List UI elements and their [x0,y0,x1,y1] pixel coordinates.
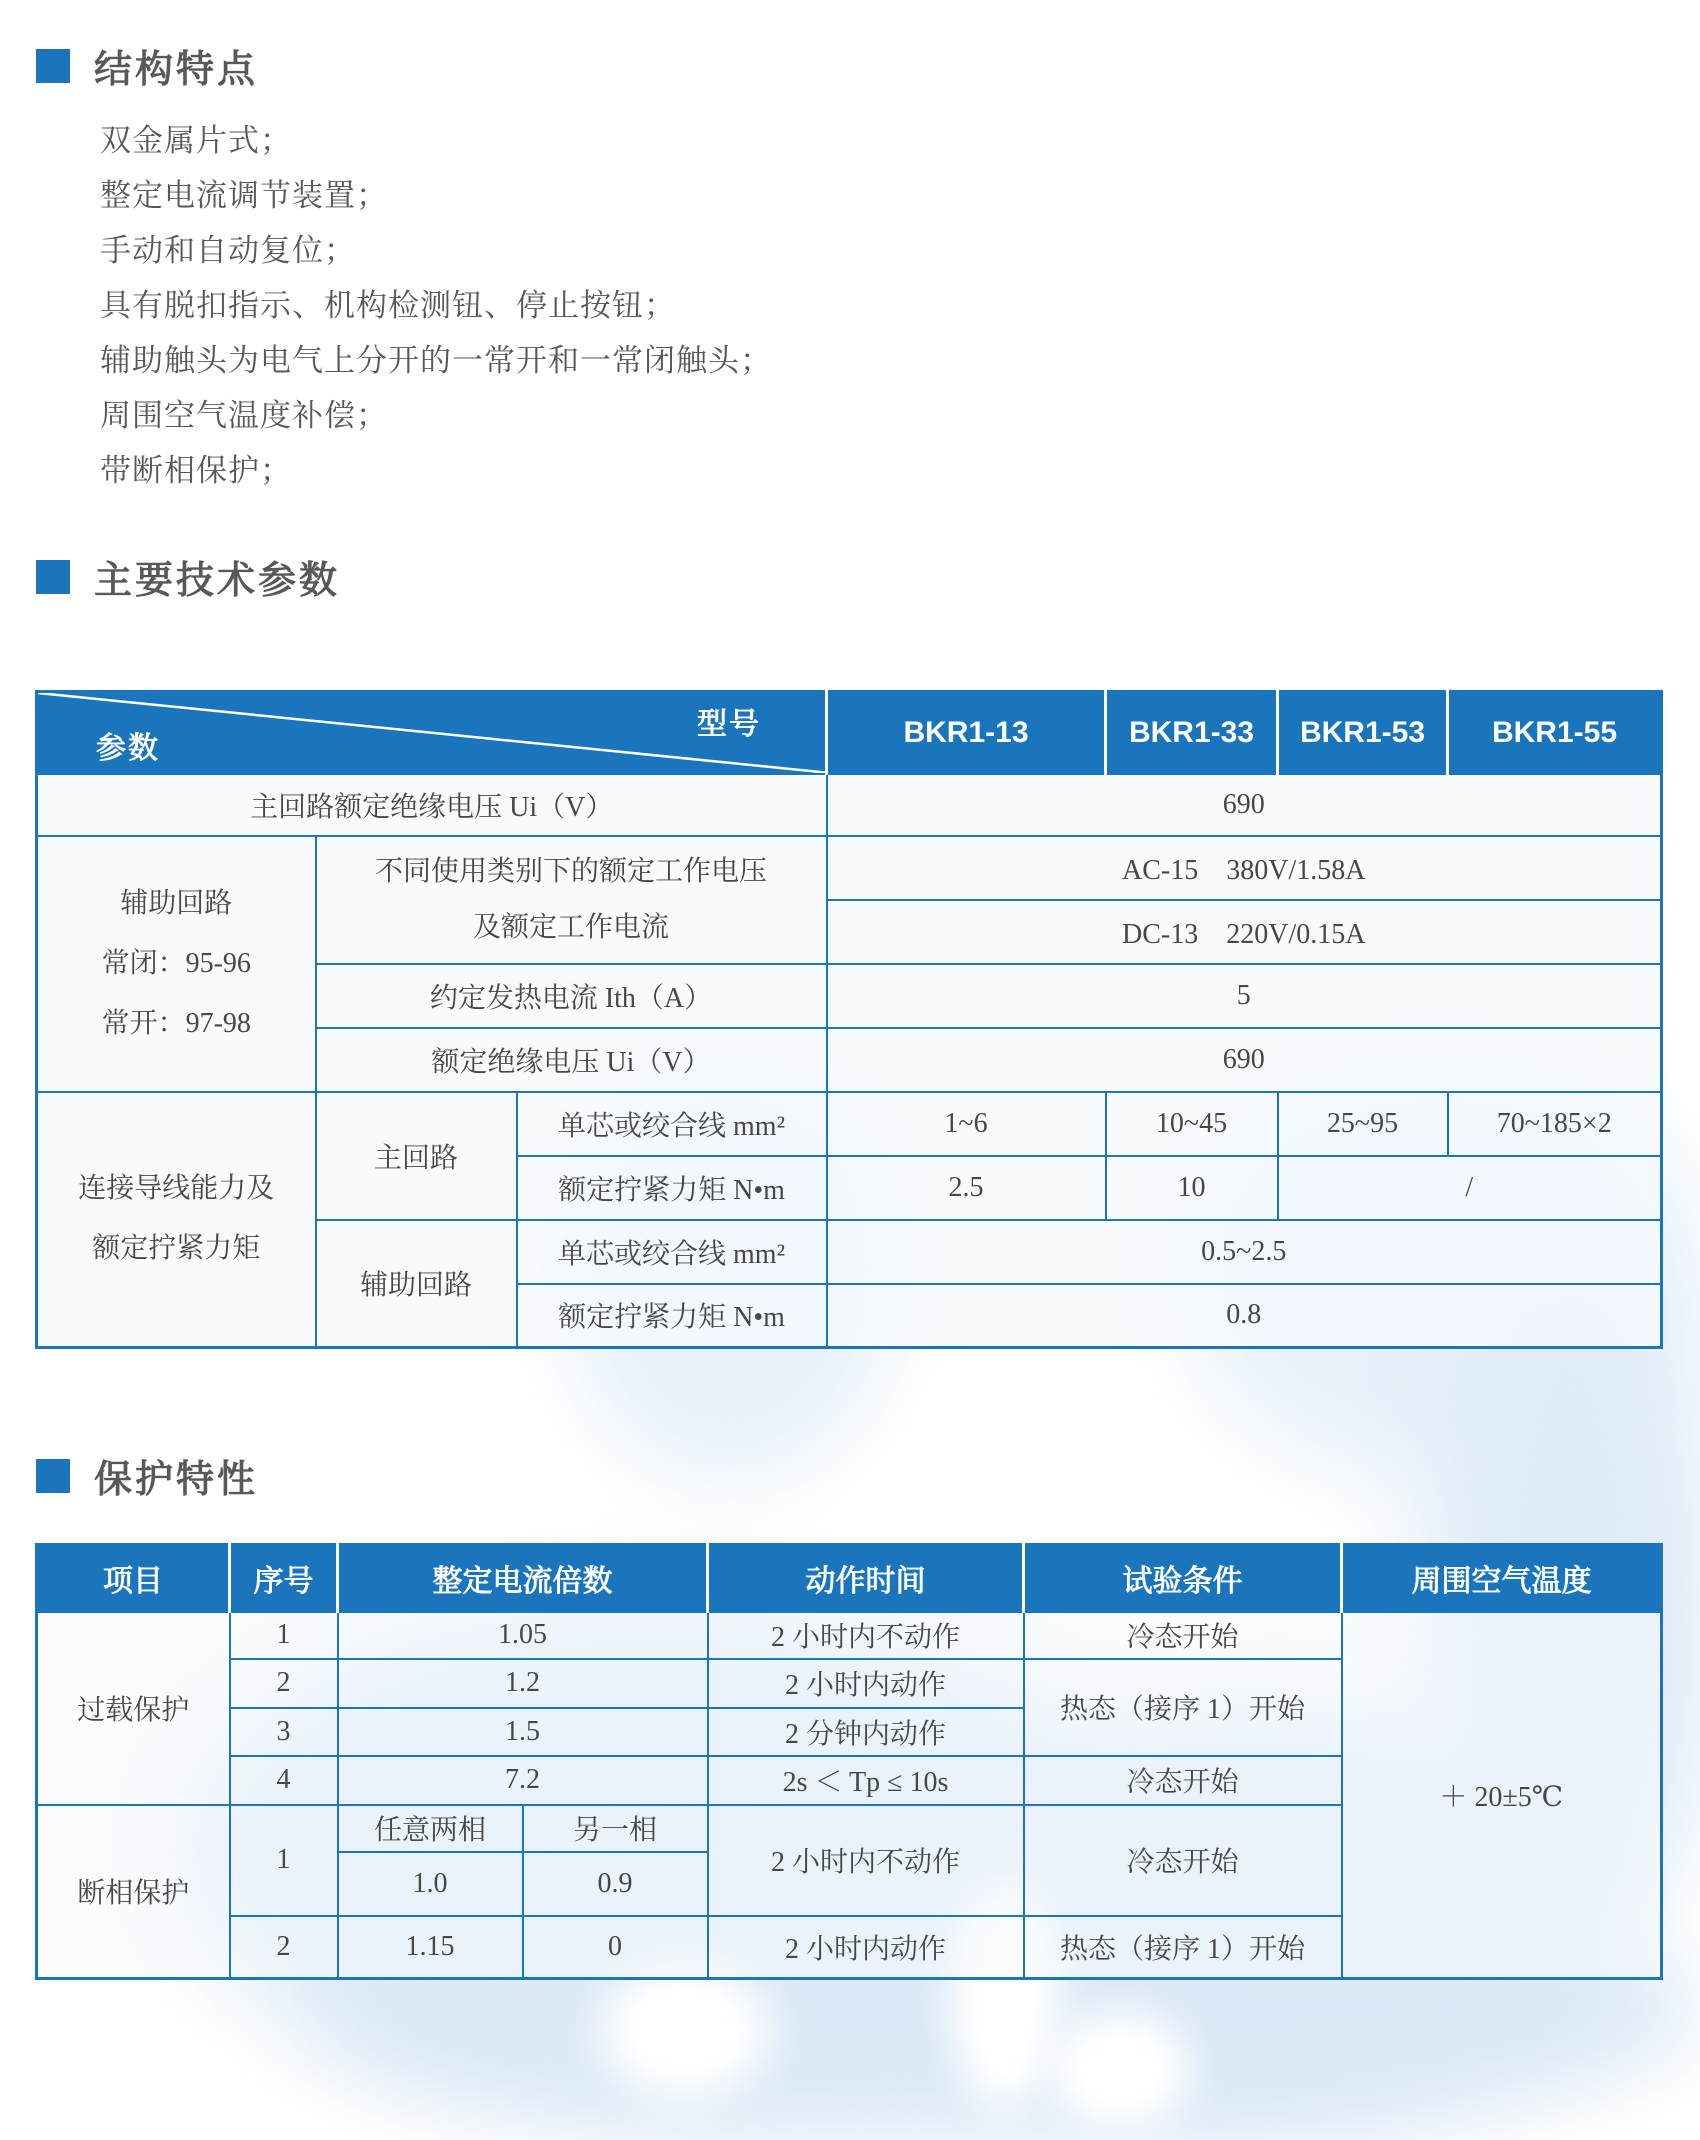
column-header: 项目 [37,1545,230,1612]
phase-col-a-cell: 1.0 [338,1852,523,1916]
torque-label-cell: 额定拧紧力矩 N•m [517,1156,827,1220]
seq-cell: 3 [230,1708,338,1756]
seq-cell: 1 [230,1805,338,1916]
condition-cell: 热态（接序 1）开始 [1024,1916,1342,1979]
ith-value-cell: 5 [827,964,1662,1028]
list-item: 具有脱扣指示、机构检测钮、停止按钮； [100,288,676,323]
model-header: BKR1-55 [1448,692,1662,774]
multiple-cell: 1.5 [338,1708,708,1756]
action-time-cell: 2 小时内动作 [708,1916,1024,1979]
section-header-tech [36,549,340,604]
wire-label-cell: 单芯或绞合线 mm² [517,1220,827,1284]
multiple-cell: 7.2 [338,1756,708,1805]
phase-col-a-cell: 1.15 [338,1916,523,1979]
aux-wire-value-cell: 0.5~2.5 [827,1220,1662,1284]
section-bullet-square [36,560,70,594]
section-bullet-square [36,1459,70,1493]
model-header: BKR1-53 [1278,692,1448,774]
phase-loss-label-cell: 断相保护 [37,1805,230,1979]
phase-col-b-cell: 0.9 [523,1852,708,1916]
work-voltage-label-cell: 不同使用类别下的额定工作电压 及额定工作电流 [316,836,827,964]
main-ui-label-cell: 主回路额定绝缘电压 Ui（V） [37,774,827,836]
aux-loop-label-cell: 辅助回路 [316,1220,517,1348]
seq-cell: 4 [230,1756,338,1805]
connection-group-cell: 连接导线能力及 额定拧紧力矩 [37,1092,316,1348]
list-item: 手动和自动复位； [100,233,356,268]
multiple-cell: 1.05 [338,1612,708,1659]
list-item: 双金属片式； [100,123,292,158]
wire-label-cell: 单芯或绞合线 mm² [517,1092,827,1156]
seq-cell: 2 [230,1659,338,1708]
corner-label-model: 型号 [697,708,761,741]
column-header: 序号 [230,1545,338,1612]
torque-value-cell: 2.5 [827,1156,1106,1220]
overload-label-cell: 过载保护 [37,1612,230,1805]
torque-value-cell: / [1278,1156,1662,1220]
condition-cell: 热态（接序 1）开始 [1024,1659,1342,1756]
section-title: 主要技术参数 [94,560,341,602]
model-header: BKR1-13 [827,692,1106,774]
torque-value-cell: 10 [1106,1156,1278,1220]
list-item: 周围空气温度补偿； [100,398,388,433]
corner-header-cell [37,692,827,774]
action-time-cell: 2 小时内动作 [708,1659,1024,1708]
features-list [100,113,772,498]
multiple-cell: 1.2 [338,1659,708,1708]
aux-torque-value-cell: 0.8 [827,1284,1662,1348]
seq-cell: 2 [230,1916,338,1979]
column-header: 整定电流倍数 [338,1545,708,1612]
model-header: BKR1-33 [1106,692,1278,774]
action-time-cell: 2 小时内不动作 [708,1805,1024,1916]
section-bullet-square [36,49,70,83]
seq-cell: 1 [230,1612,338,1659]
ac-value-cell: AC-15 380V/1.58A [827,836,1662,900]
ui2-label-cell: 额定绝缘电压 Ui（V） [316,1028,827,1092]
torque-label-cell: 额定拧紧力矩 N•m [517,1284,827,1348]
ith-label-cell: 约定发热电流 Ith（A） [316,964,827,1028]
phase-col-b-cell: 另一相 [523,1805,708,1852]
phase-col-b-cell: 0 [523,1916,708,1979]
wire-value-cell: 70~185×2 [1448,1092,1662,1156]
action-time-cell: 2 小时内不动作 [708,1612,1024,1659]
action-time-cell: 2 分钟内动作 [708,1708,1024,1756]
list-item: 整定电流调节装置； [100,178,388,213]
column-header: 试验条件 [1024,1545,1342,1612]
section-title: 保护特性 [94,1459,259,1501]
tech-parameters-table [35,690,1663,1349]
phase-col-a-cell: 任意两相 [338,1805,523,1852]
section-header-features [36,38,258,93]
aux-circuit-group-cell: 辅助回路 常闭：95-96 常开：97-98 [37,836,316,1092]
column-header: 动作时间 [708,1545,1024,1612]
ambient-temperature-cell: ＋ 20±5℃ [1342,1612,1662,1979]
protection-characteristics-table [35,1543,1663,1980]
wire-value-cell: 25~95 [1278,1092,1448,1156]
column-header: 周围空气温度 [1342,1545,1662,1612]
condition-cell: 冷态开始 [1024,1756,1342,1805]
list-item: 带断相保护； [100,453,292,488]
list-item: 辅助触头为电气上分开的一常开和一常闭触头； [100,343,772,378]
dc-value-cell: DC-13 220V/0.15A [827,900,1662,964]
section-title: 结构特点 [94,49,259,91]
condition-cell: 冷态开始 [1024,1805,1342,1916]
ui2-value-cell: 690 [827,1028,1662,1092]
wire-value-cell: 1~6 [827,1092,1106,1156]
main-ui-value-cell: 690 [827,774,1662,836]
main-loop-label-cell: 主回路 [316,1092,517,1220]
wire-value-cell: 10~45 [1106,1092,1278,1156]
condition-cell: 冷态开始 [1024,1612,1342,1659]
section-header-protection [36,1448,258,1503]
corner-label-parameter: 参数 [96,731,160,765]
action-time-cell: 2s ＜ Tp ≤ 10s [708,1756,1024,1805]
